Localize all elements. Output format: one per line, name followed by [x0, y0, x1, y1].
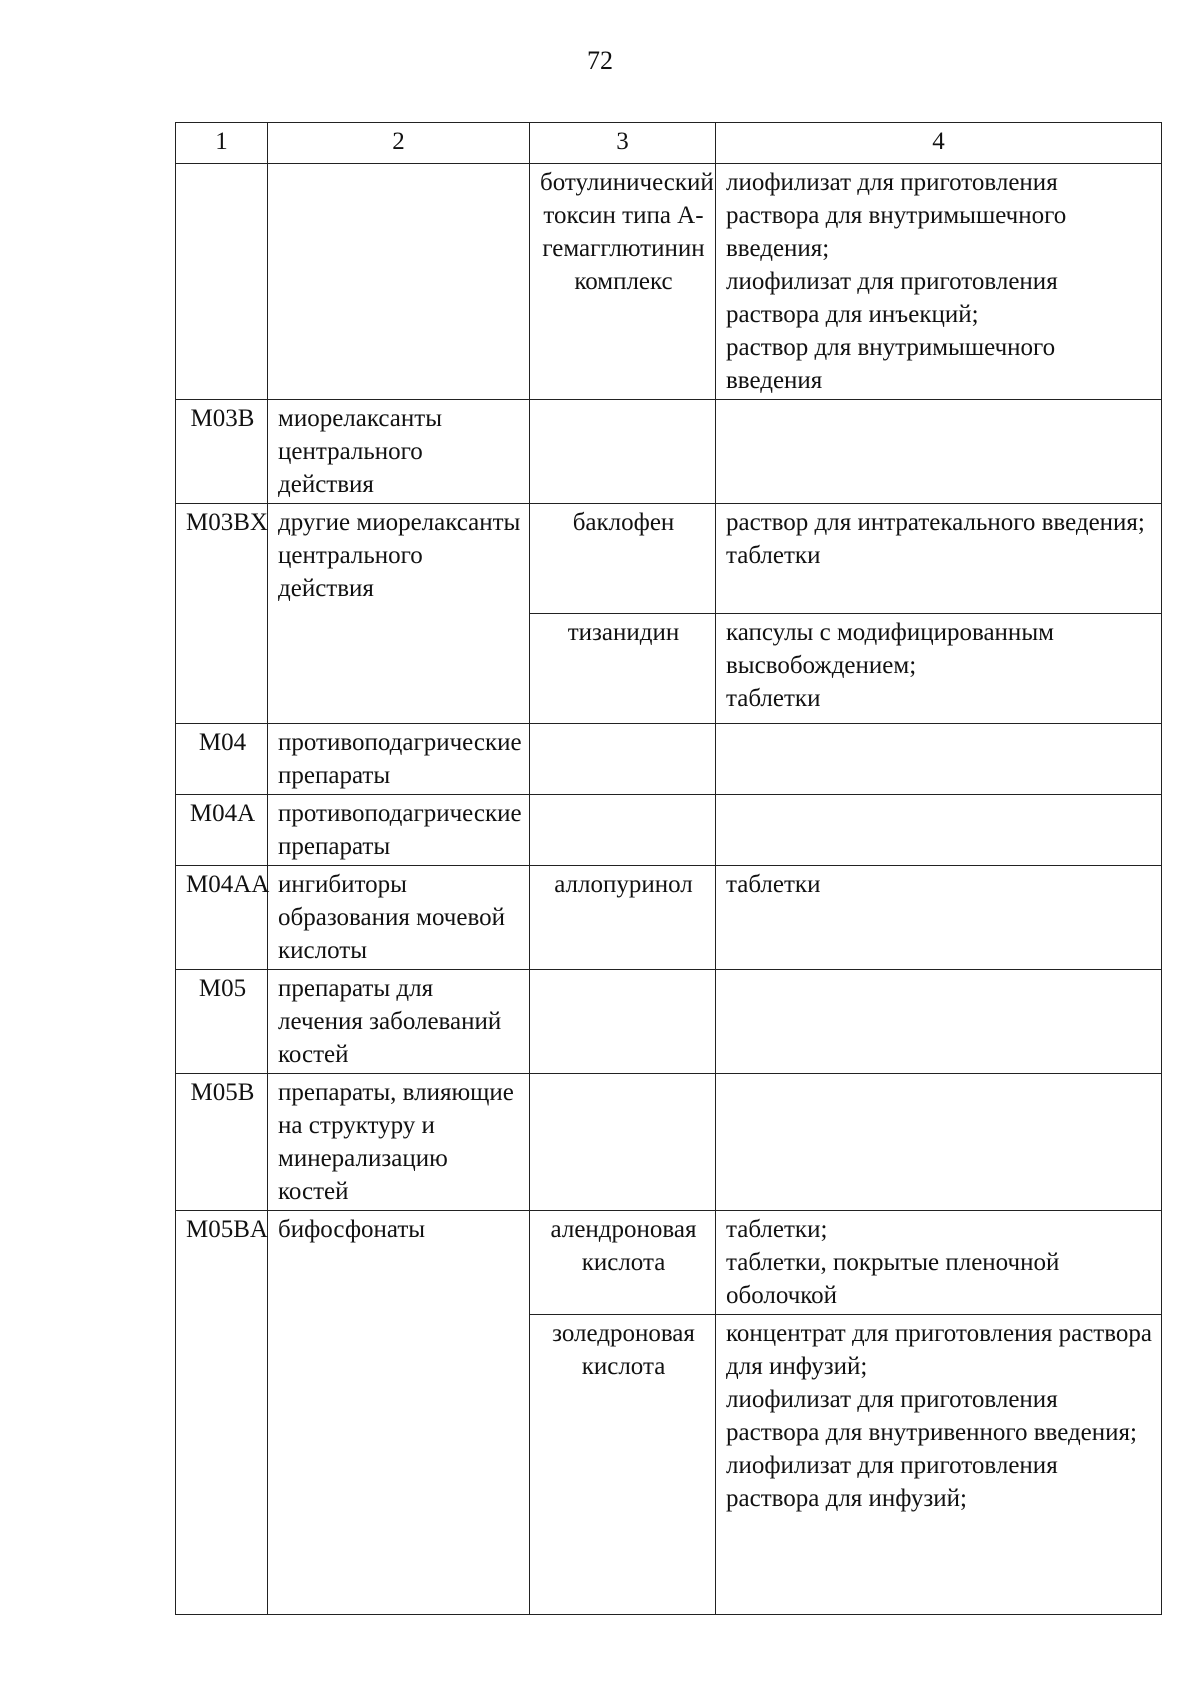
table-row [176, 164, 1162, 400]
dosage-form-item: лиофилизат для приготовления раствора для инфузий; [726, 1452, 1058, 1512]
dosage-form-item: таблетки [726, 542, 821, 569]
table-row [176, 724, 1162, 795]
atc-code-cell: M05BA [176, 1211, 268, 1615]
atc-code-cell: M05 [176, 970, 268, 1074]
group-name-cell: бифосфонаты [268, 1211, 530, 1615]
table-row [176, 1211, 1162, 1315]
atc-code-cell [176, 164, 268, 400]
atc-code-cell: M04AA [176, 866, 268, 970]
inn-cell: алендроновая кислота [530, 1211, 716, 1315]
dosage-form-item: таблетки; [726, 1216, 828, 1243]
dosage-form-item: концентрат для приготовления раствора для инфузий; [726, 1320, 1152, 1380]
header-col-2: 2 [268, 123, 530, 164]
inn-cell [530, 400, 716, 504]
atc-code-cell: M03BX [176, 504, 268, 724]
atc-code-cell: M04A [176, 795, 268, 866]
dosage-form-item: таблетки [726, 685, 821, 712]
dosage-form-cell [716, 504, 1162, 614]
atc-code-cell: M05B [176, 1074, 268, 1211]
atc-code-cell: M04 [176, 724, 268, 795]
dosage-form-item: лиофилизат для приготовления раствора для инъекций; [726, 268, 1058, 328]
dosage-form-cell [716, 724, 1162, 795]
table-row [176, 400, 1162, 504]
inn-cell [530, 970, 716, 1074]
header-col-3: 3 [530, 123, 716, 164]
inn-cell [530, 724, 716, 795]
dosage-form-item: таблетки [726, 871, 821, 898]
inn-cell: ботулинический токсин типа А-гемагглютинин комплекс [530, 164, 716, 400]
inn-cell [530, 1074, 716, 1211]
dosage-form-item: лиофилизат для приготовления раствора для внутривенного введения; [726, 1386, 1137, 1446]
dosage-form-item: таблетки, покрытые пленочной оболочкой [726, 1249, 1060, 1309]
group-name-cell [268, 164, 530, 400]
dosage-form-cell [716, 400, 1162, 504]
group-name-cell: другие миорелаксанты центрального действия [268, 504, 530, 724]
inn-cell: тизанидин [530, 614, 716, 724]
group-name-cell: ингибиторы образования мочевой кислоты [268, 866, 530, 970]
drug-table [175, 122, 1162, 1615]
dosage-form-cell [716, 970, 1162, 1074]
table-row [176, 866, 1162, 970]
table-row [176, 795, 1162, 866]
dosage-form-cell [716, 614, 1162, 724]
dosage-form-cell [716, 1211, 1162, 1315]
group-name-cell: препараты, влияющие на структуру и минерализацию костей [268, 1074, 530, 1211]
dosage-form-item: раствор для интратекального введения; [726, 509, 1145, 536]
dosage-form-cell [716, 795, 1162, 866]
table-row [176, 970, 1162, 1074]
inn-cell [530, 795, 716, 866]
group-name-cell: противоподагрические препараты [268, 724, 530, 795]
dosage-form-cell [716, 1074, 1162, 1211]
inn-cell: аллопуринол [530, 866, 716, 970]
page-number: 72 [587, 46, 613, 75]
dosage-form-cell [716, 1315, 1162, 1615]
inn-cell: баклофен [530, 504, 716, 614]
group-name-cell: противоподагрические препараты [268, 795, 530, 866]
inn-cell: золедроновая кислота [530, 1315, 716, 1615]
group-name-cell: препараты для лечения заболеваний костей [268, 970, 530, 1074]
table-header-row [176, 123, 1162, 164]
dosage-form-item: раствор для внутримышечного введения [726, 334, 1056, 394]
header-col-4: 4 [716, 123, 1162, 164]
atc-code-cell: M03B [176, 400, 268, 504]
dosage-form-item: лиофилизат для приготовления раствора для внутримышечного введения; [726, 169, 1067, 262]
dosage-form-cell [716, 866, 1162, 970]
group-name-cell: миорелаксанты центрального действия [268, 400, 530, 504]
header-col-1: 1 [176, 123, 268, 164]
dosage-form-item: капсулы с модифицированным высвобождением; [726, 619, 1054, 679]
dosage-form-cell [716, 164, 1162, 400]
table-row [176, 1074, 1162, 1211]
table-row [176, 504, 1162, 614]
